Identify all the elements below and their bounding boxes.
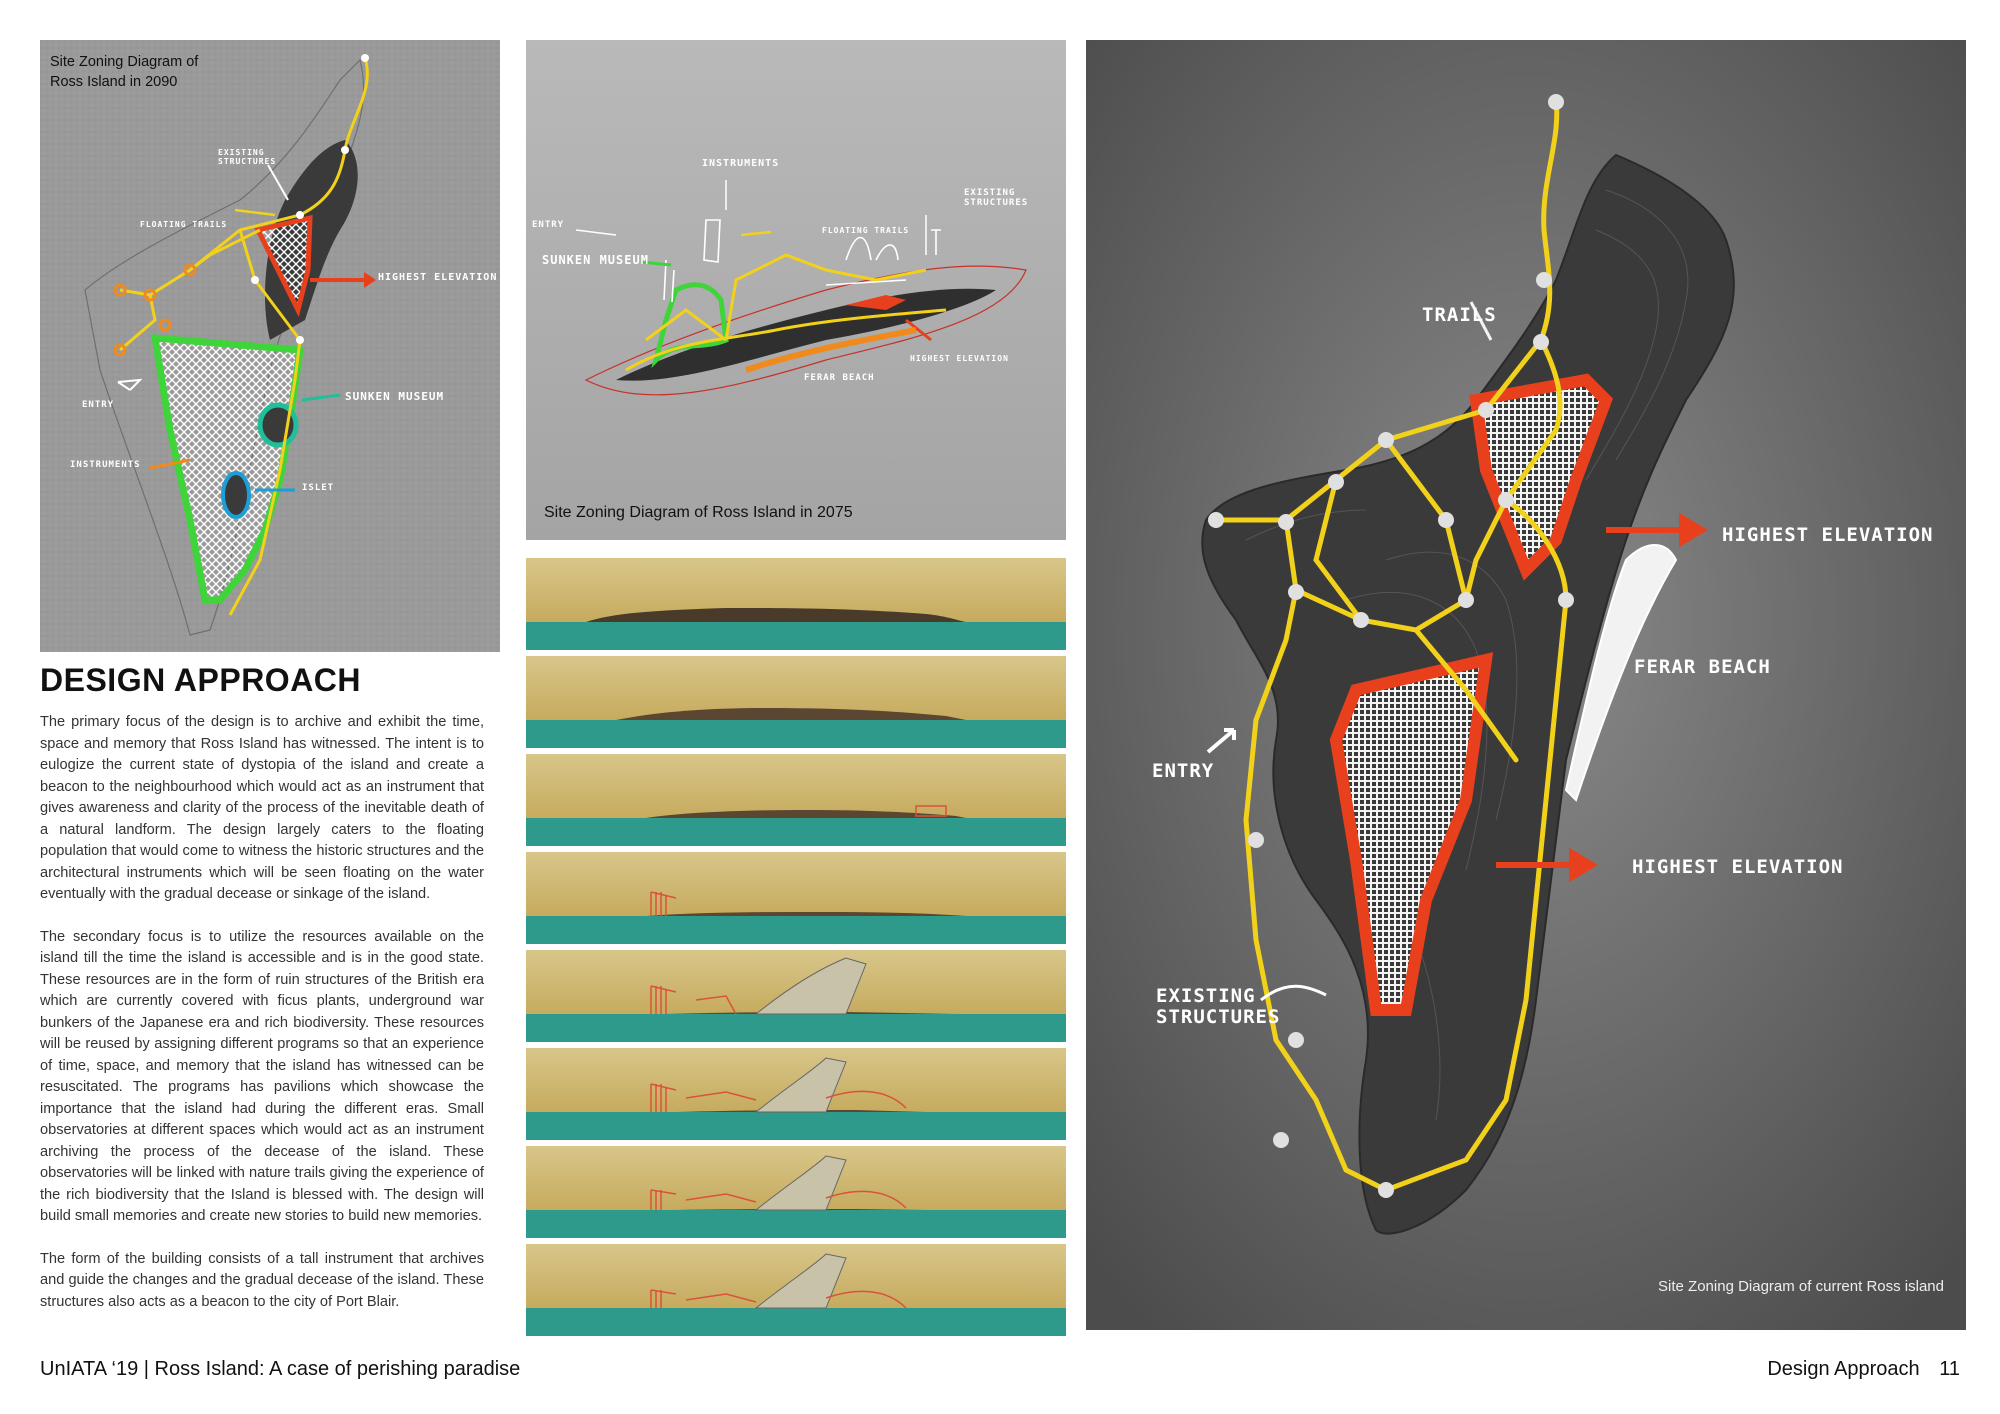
section-strip-8 bbox=[526, 1244, 1066, 1336]
section-strip-7 bbox=[526, 1146, 1066, 1238]
label-existing-2090: EXISTING STRUCTURES bbox=[218, 148, 277, 166]
label-sunken-2075: SUNKEN MUSEUM bbox=[542, 253, 649, 267]
label-highest-2075: HIGHEST ELEVATION bbox=[910, 354, 1009, 363]
section-strip-1 bbox=[526, 558, 1066, 650]
label-existing-2075 bbox=[964, 188, 1028, 208]
label-trails-current: TRAILS bbox=[1422, 304, 1497, 326]
section-strip-2 bbox=[526, 656, 1066, 748]
footer-page-number: 11 bbox=[1939, 1358, 1960, 1380]
site-diagram-2090 bbox=[40, 40, 500, 652]
label-ferar-current: FERAR BEACH bbox=[1634, 656, 1771, 678]
label-entry-2090: ENTRY bbox=[82, 400, 115, 410]
caption-2090-line2: Ross Island in 2090 bbox=[50, 74, 178, 90]
body-text bbox=[40, 712, 484, 1334]
site-diagram-current bbox=[1086, 40, 1966, 1330]
section-strip-4 bbox=[526, 852, 1066, 944]
label-sunken-2090: SUNKEN MUSEUM bbox=[345, 390, 445, 403]
footer-brand: UnIATA ‘19 bbox=[40, 1358, 139, 1380]
caption-current: Site Zoning Diagram of current Ross island bbox=[1658, 1278, 1944, 1295]
label-existing-2075-line1: EXISTING bbox=[964, 188, 1016, 198]
footer-separator: | bbox=[143, 1358, 149, 1380]
section-strip-3 bbox=[526, 754, 1066, 846]
caption-2090 bbox=[50, 52, 198, 92]
footer-right bbox=[1767, 1358, 1960, 1381]
section-strip-5 bbox=[526, 950, 1066, 1042]
label-existing-current-line1: EXISTING bbox=[1156, 985, 1256, 1007]
caption-2075: Site Zoning Diagram of Ross Island in 2075 bbox=[544, 504, 853, 521]
footer-left bbox=[40, 1358, 520, 1381]
site-diagram-2090-drawing bbox=[40, 40, 500, 652]
label-existing-2075-line2: STRUCTURES bbox=[964, 198, 1029, 208]
label-floating-2075: FLOATING TRAILS bbox=[822, 226, 910, 235]
label-islet-2090: ISLET bbox=[302, 483, 335, 493]
label-entry-2075: ENTRY bbox=[532, 220, 565, 230]
label-entry-current: ENTRY bbox=[1152, 760, 1215, 782]
caption-2090-line1: Site Zoning Diagram of bbox=[50, 54, 199, 70]
footer-section: Design Approach bbox=[1767, 1358, 1920, 1380]
section-heading: DESIGN APPROACH bbox=[40, 662, 362, 698]
label-highest1-current: HIGHEST ELEVATION bbox=[1722, 524, 1934, 546]
footer-title: Ross Island: A case of perishing paradise bbox=[154, 1358, 521, 1380]
label-highest2-current: HIGHEST ELEVATION bbox=[1632, 856, 1844, 878]
label-ferar-2075: FERAR BEACH bbox=[804, 373, 875, 383]
section-strip-6 bbox=[526, 1048, 1066, 1140]
paragraph-3: The form of the building consists of a tall instrument that archives and guide the changes and the gradual decease of the island. These structures also acts as a beacon to the city of Port Blair. bbox=[40, 1250, 484, 1310]
paragraph-1: The primary focus of the design is to archive and exhibit the time, space and memory that Ross Island has witnessed. The intent is to eulogize the current state of dystopia of the island and create a beacon to the neighbourhood which would act as an instrument that gives awareness and clarity of the process of the inevitable death of a natural landform. The design largely caters to the floating population that would come to witness the historic structures and the architectural instruments which will be seen floating on the water eventually with the gradual decease or sinkage of the island. bbox=[40, 714, 484, 902]
site-diagram-current-drawing bbox=[1086, 40, 1966, 1330]
label-instruments-2090: INSTRUMENTS bbox=[70, 460, 141, 470]
label-highest-2090: HIGHEST ELEVATION bbox=[378, 272, 498, 283]
label-existing-current-line2: STRUCTURES bbox=[1156, 1006, 1281, 1028]
site-diagram-2075-drawing bbox=[526, 40, 1066, 540]
paragraph-2: The secondary focus is to utilize the resources available on the island till the time the island is accessible and is in the good state. These resources are in the form of ruin structures of the British era which are currently covered with ficus plants, underground war bunkers of the Japanese era and rich biodiversity. These resources will be reused by assigning different programs so that an experience of time, space, and memory that the island has witnessed can be resuscitated. The programs has pavilions which showcase the importance that the island had during the different eras. Small observatories at different spaces which would act as an instrument archiving the process of the decease of the island. These observatories will be linked with nature trails giving the experience of the rich biodiversity that the Island is blessed with. The design will build small memories and create new stories to build new memories. bbox=[40, 928, 484, 1224]
label-instruments-2075: INSTRUMENTS bbox=[702, 158, 780, 169]
site-diagram-2075 bbox=[526, 40, 1066, 540]
label-floating-2090: FLOATING TRAILS bbox=[140, 220, 228, 229]
label-existing-current bbox=[1156, 986, 1280, 1028]
